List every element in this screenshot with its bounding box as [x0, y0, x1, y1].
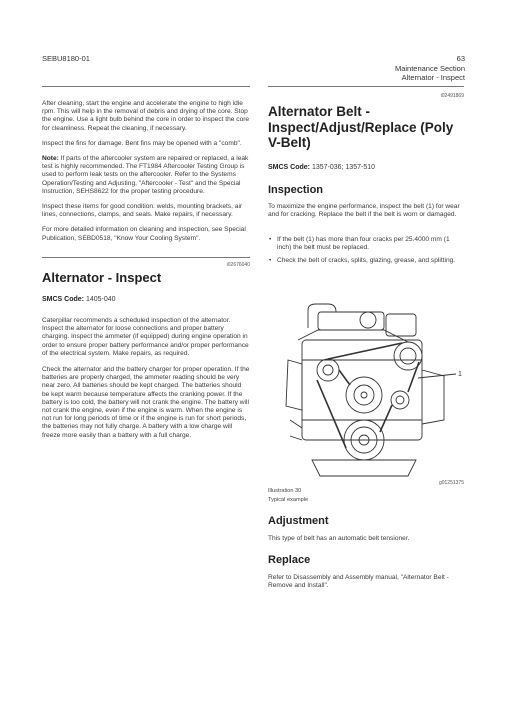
illustration-caption: Typical example	[268, 497, 309, 503]
smcs-value-belt: 1357-036; 1357-510	[310, 164, 375, 171]
note-label: Note:	[42, 155, 59, 163]
paragraph-more-info: For more detailed information on cleaning and inspection, see Special Publication, SEBD0518, "Know Your Cooling System".	[42, 226, 246, 242]
smcs-code-line-belt	[268, 164, 464, 172]
header-rule-left	[42, 86, 250, 87]
engine-drawing	[268, 300, 468, 482]
engine-illustration	[268, 300, 468, 482]
left-column	[42, 100, 250, 243]
adjustment-text: This type of belt has an automatic belt tensioner.	[268, 535, 410, 542]
subsection-name: Alternator - Inspect	[401, 73, 465, 82]
header-rule-right	[268, 86, 464, 87]
illustration-label: Illustration 30	[268, 488, 302, 494]
reference-code-belt: i02491869	[440, 93, 464, 99]
page-header-right	[395, 54, 465, 83]
section-name: Maintenance Section	[394, 63, 465, 73]
paragraph-inspect-items: Inspect these items for good condition: welds, mounting brackets, air lines, connections, clamps, and seals. Make repairs, if necessary.	[42, 203, 243, 219]
bullet-item: • Check the belt of cracks, splits, glazing, grease, and splitting.	[277, 257, 464, 265]
alternator-text	[42, 317, 250, 440]
paragraph-inspect-fins: Inspect the fins for damage. Bent fins may be opened with a "comb".	[42, 139, 242, 147]
heading-replace: Replace	[268, 554, 311, 566]
inspection-bullets	[268, 236, 464, 271]
section-rule-alternator	[42, 257, 250, 258]
paragraph-after-cleaning: After cleaning, start the engine and accelerate the engine to high idle rpm. This will help in the removal of debris and drying of the core. Stop the engine. Use a light bulb behind the core in order to inspect the core for cleanliness. Repeat the cleaning, if necessary.	[42, 100, 250, 132]
note-text: If parts of the aftercooler system are repaired or replaced, a leak test is highly recommended. The FT1984 Aftercooler Testing Group is used to perform leak tests on the aftercooler. Refer to the Systems Operation/Testing and Adjusting, "Aftercooler - Test" and the Special Instruction, SEHS8622 for the proper testing procedure.	[42, 155, 249, 195]
smcs-value: 1405-040	[84, 296, 116, 303]
replace-text: Refer to Disassembly and Assembly manual, "Alternator Belt - Remove and Install".	[268, 574, 449, 590]
section-title-alternator-inspect: Alternator - Inspect	[42, 270, 162, 285]
inspection-text: To maximize the engine performance, inspect the belt (1) for wear and for cracking. Replace the belt if the belt is worn or damaged.	[268, 203, 460, 219]
section-title-alternator-belt: Alternator Belt - Inspect/Adjust/Replace (Poly V-Belt)	[268, 104, 454, 150]
paragraph-caterpillar-recommends: Caterpillar recommends a scheduled inspection of the alternator. Inspect the alternator for loose connections and proper battery charging. Inspect the ammeter (if equipped) during engine operation in order to ensure proper battery performance and/or proper performance of the electrical system. Make repairs, as required.	[42, 317, 249, 357]
note-paragraph	[42, 155, 250, 196]
paragraph-check-alternator: Check the alternator and the battery charger for proper operation. If the batteries are properly charged, the ammeter reading should be very near zero. All batteries should be kept charged. The batteries should be kept warm because temperature affects the cranking power. If the battery is too cold, the battery will not crank the engine. The battery will not crank the engine, even if the engine is warm. When the engine is not run for long periods of time or if the engine is run for short periods, the batteries may not fully charge. A battery with a low charge will freeze more easily than a battery with a full charge.	[42, 366, 250, 439]
smcs-label: SMCS Code:	[42, 296, 84, 303]
figure-code: g01251375	[438, 480, 464, 486]
page-number: 63	[456, 54, 465, 63]
document-id: SEBU8180-01	[42, 54, 90, 63]
smcs-code-line	[42, 296, 250, 304]
heading-inspection: Inspection	[268, 184, 324, 196]
reference-code: i02676040	[226, 262, 250, 268]
callout-number: 1	[458, 371, 462, 378]
bullet-item: • If the belt (1) has more than four cracks per 25.4000 mm (1 inch) the belt must be replaced.	[277, 236, 464, 252]
heading-adjustment: Adjustment	[268, 515, 329, 527]
smcs-label-belt: SMCS Code:	[268, 164, 310, 171]
